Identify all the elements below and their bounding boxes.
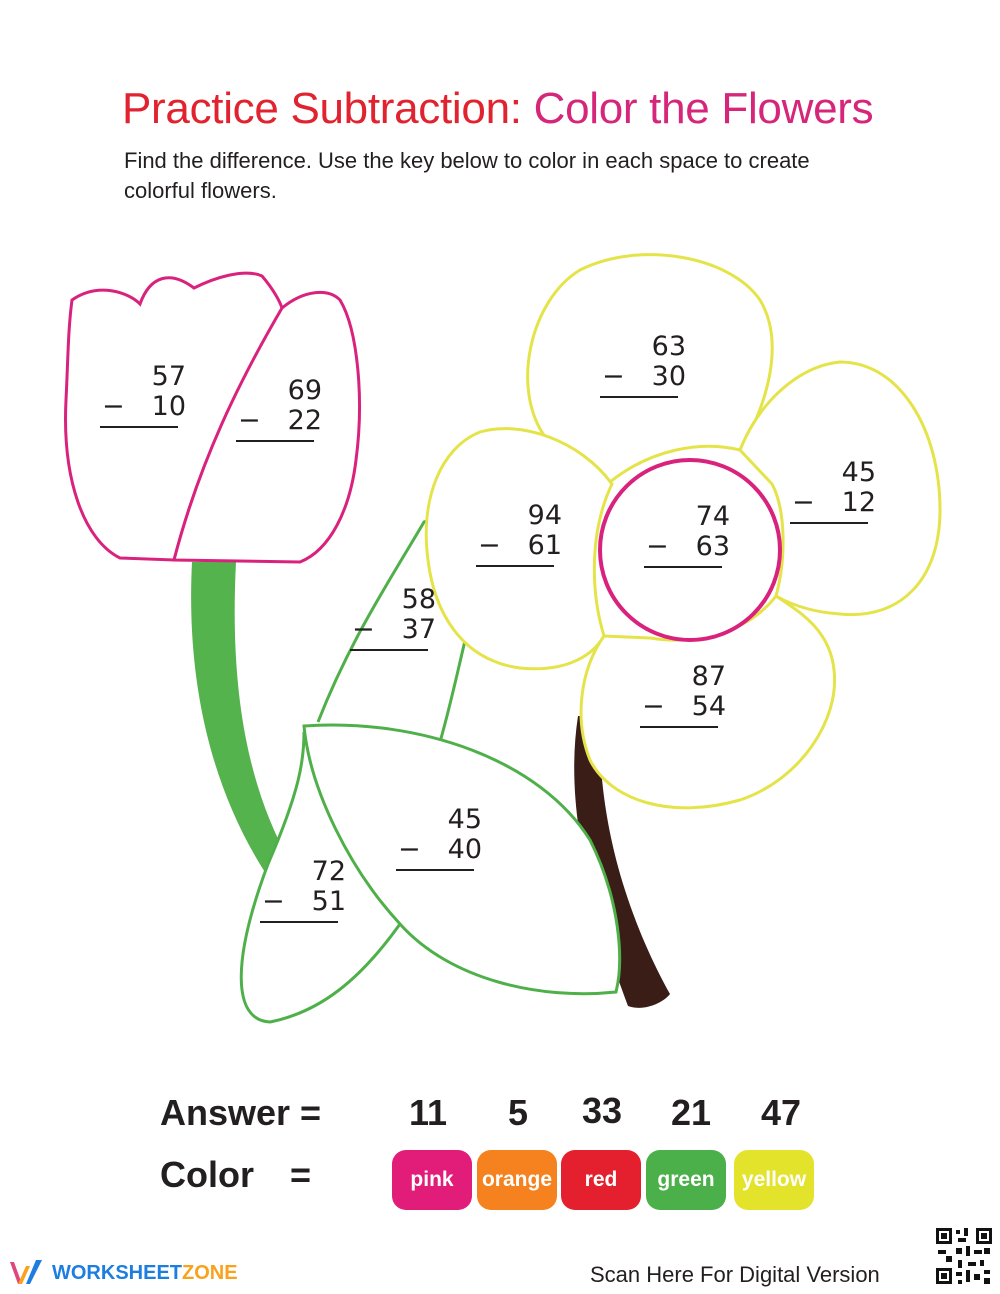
minus-sign: − <box>238 405 261 436</box>
brand-part-1: WORKSHEET <box>52 1261 182 1284</box>
subtrahend: 10 <box>151 391 186 422</box>
minuend: 45 <box>447 804 482 835</box>
color-equals: = <box>290 1154 312 1195</box>
minuend: 57 <box>151 361 186 392</box>
color-swatch-yellow: yellow <box>734 1150 814 1210</box>
answer-line <box>236 440 314 442</box>
minuend: 45 <box>841 457 876 488</box>
minuend: 63 <box>651 331 686 362</box>
answer-line <box>644 566 722 568</box>
instructions: Find the difference. Use the key below to color in each space to create colorful flowers. <box>124 148 810 203</box>
minuend: 58 <box>401 584 436 615</box>
answer-value: 33 <box>581 1090 623 1131</box>
subtrahend: 54 <box>691 691 726 722</box>
answer-line <box>350 649 428 651</box>
answer-value: 11 <box>408 1092 448 1133</box>
color-label: Color <box>160 1154 254 1195</box>
subtrahend: 12 <box>841 487 876 518</box>
problem-back-leaf <box>350 585 450 651</box>
problem-petal-right <box>790 458 890 524</box>
brand-part-2: ZONE <box>182 1261 238 1284</box>
problem-bottom-left-leaf <box>260 857 360 923</box>
answer-line <box>600 396 678 398</box>
title-part-2: Color the Flowers <box>533 84 874 133</box>
answer-label: Answer = <box>160 1092 322 1133</box>
problem-big-leaf <box>396 805 496 871</box>
tulip-stem <box>191 562 290 880</box>
minus-sign: − <box>792 487 815 518</box>
minus-sign: − <box>602 361 625 392</box>
scan-text: Scan Here For Digital Version <box>590 1262 880 1287</box>
minuend: 69 <box>287 375 322 406</box>
minus-sign: − <box>642 691 665 722</box>
answer-line <box>396 869 474 871</box>
problem-petal-top <box>600 332 700 398</box>
subtrahend: 40 <box>447 834 482 865</box>
answer-value: 47 <box>760 1092 802 1133</box>
minus-sign: − <box>262 886 285 917</box>
minus-sign: − <box>478 530 501 561</box>
subtrahend: 37 <box>401 614 436 645</box>
minus-sign: − <box>352 614 375 645</box>
color-swatch-green: green <box>646 1150 726 1210</box>
answer-line <box>790 522 868 524</box>
title-part-1: Practice Subtraction: <box>122 84 522 133</box>
minuend: 94 <box>527 500 562 531</box>
subtrahend: 63 <box>695 531 730 562</box>
answer-value: 5 <box>507 1092 529 1133</box>
worksheetzone-logo[interactable] <box>8 1258 238 1288</box>
answer-line <box>476 565 554 567</box>
minus-sign: − <box>646 531 669 562</box>
color-swatch-red: red <box>561 1150 641 1210</box>
problem-tulip-right <box>236 376 336 442</box>
minus-sign: − <box>398 834 421 865</box>
problem-petal-left <box>476 501 576 567</box>
problem-petal-bottom <box>640 662 740 728</box>
qr-code-icon[interactable] <box>934 1226 994 1286</box>
minuend: 74 <box>695 501 730 532</box>
color-swatch-orange: orange <box>477 1150 557 1210</box>
subtrahend: 22 <box>287 405 322 436</box>
logo-w-icon <box>8 1258 46 1288</box>
minuend: 87 <box>691 661 726 692</box>
subtrahend: 61 <box>527 530 562 561</box>
minuend: 72 <box>311 856 346 887</box>
answer-line <box>260 921 338 923</box>
problem-tulip-left <box>100 362 200 428</box>
minus-sign: − <box>102 391 125 422</box>
answer-line <box>100 426 178 428</box>
subtrahend: 51 <box>311 886 346 917</box>
color-swatch-pink: pink <box>392 1150 472 1210</box>
answer-value: 21 <box>670 1092 712 1133</box>
problem-center <box>644 502 744 568</box>
subtrahend: 30 <box>651 361 686 392</box>
answer-line <box>640 726 718 728</box>
